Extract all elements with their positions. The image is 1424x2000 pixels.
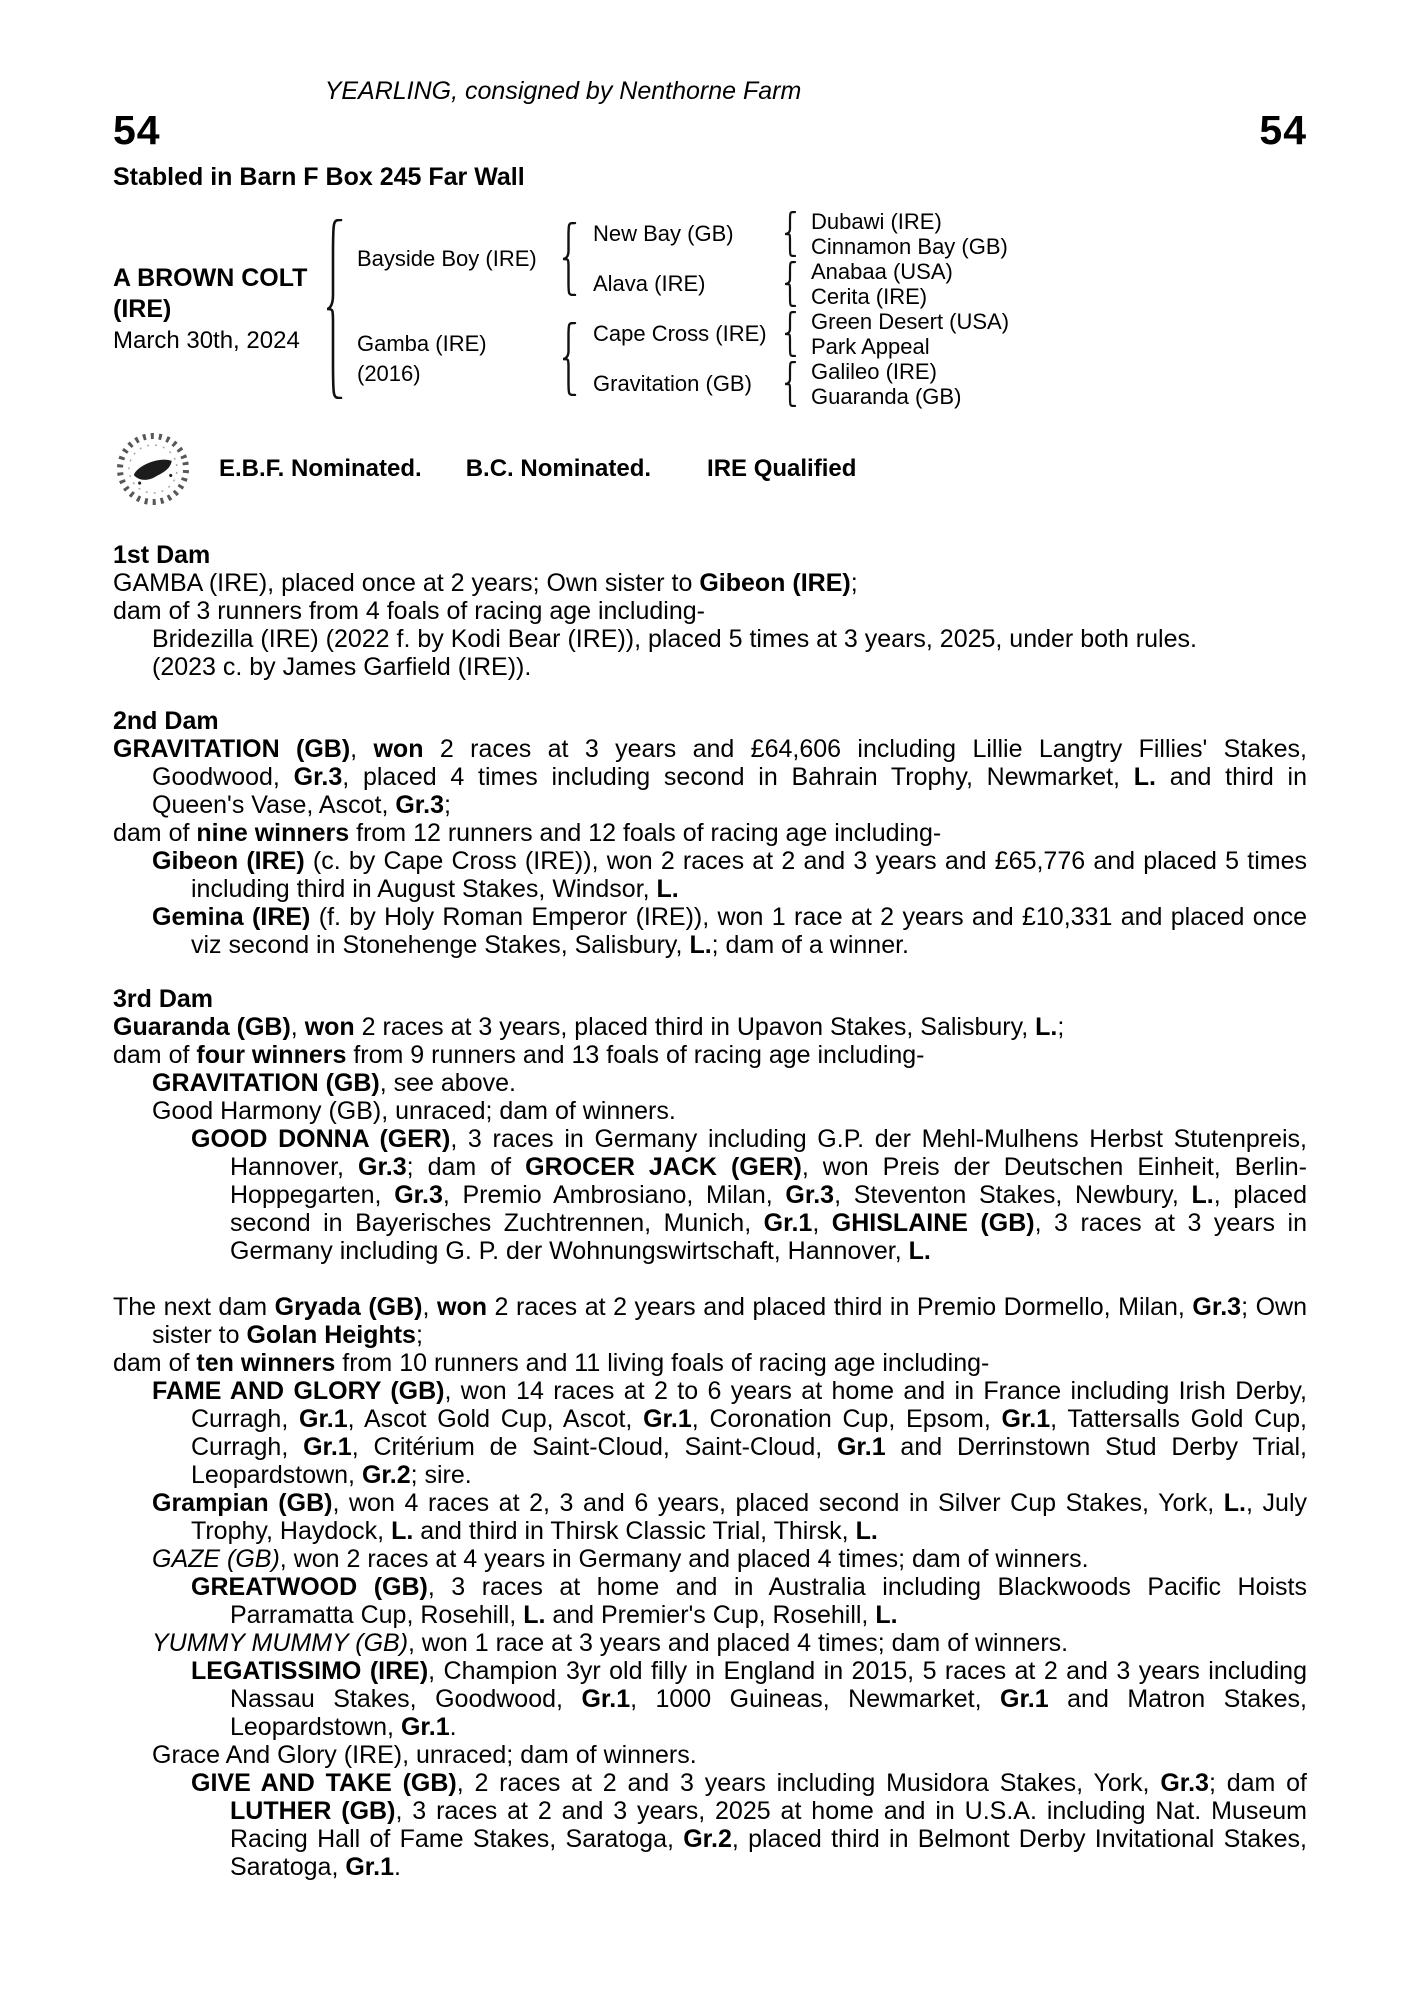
- bc-nominated-label: B.C. Nominated.: [465, 455, 652, 482]
- plain-text: ;: [850, 569, 858, 597]
- catalog-paragraph: [113, 1125, 1307, 1265]
- plain-text: ; dam of: [1208, 1769, 1307, 1797]
- plain-text: 2 races at 3 years, placed third in Upavon Stakes, Salisbury,: [354, 1013, 1036, 1041]
- brace-gen3-icon: [783, 309, 811, 359]
- bold-text: L.: [1223, 1489, 1246, 1517]
- bold-text: Gemina (IRE): [152, 903, 311, 931]
- gen3-name: Cerita (IRE): [811, 283, 928, 309]
- plain-text: Grace And Glory (IRE), unraced; dam of winners.: [152, 1741, 697, 1769]
- bold-text: Gr.3: [785, 1181, 835, 1209]
- bold-text: Grampian (GB): [152, 1489, 333, 1517]
- plain-text: from 10 runners and 11 living foals of racing age including-: [335, 1349, 990, 1377]
- bold-text: Gr.3: [293, 763, 343, 791]
- plain-text: , Steventon Stakes, Newbury,: [834, 1181, 1192, 1209]
- bold-text: GIVE AND TAKE (GB): [191, 1769, 457, 1797]
- bold-text: L.: [875, 1601, 898, 1629]
- bold-text: Guaranda (GB): [113, 1013, 291, 1041]
- catalog-paragraph: [113, 1377, 1307, 1489]
- catalog-paragraph: [113, 903, 1307, 959]
- plain-text: , 3 races at 3 years in Germany including G. P. der Wohnungswirtschaft, Hannover,: [230, 1209, 1307, 1265]
- plain-text: ;: [444, 791, 451, 819]
- plain-text: , 1000 Guineas, Newmarket,: [630, 1685, 1001, 1713]
- plain-text: and Derrinstown Stud Derby Trial, Leopardstown,: [191, 1433, 1307, 1489]
- catalog-paragraph: [113, 597, 1307, 625]
- dam-section-heading: 1st Dam: [113, 541, 211, 569]
- gen3-name: Anabaa (USA): [811, 258, 953, 284]
- plain-text: and third in Thirsk Classic Trial, Thirsk,: [413, 1517, 856, 1545]
- plain-text: , July Trophy, Haydock,: [191, 1489, 1307, 1545]
- italic-text: GAZE (GB): [152, 1545, 280, 1573]
- bold-text: Gibeon (IRE): [699, 569, 851, 597]
- plain-text: , 2 races at 2 and 3 years including Musidora Stakes, York,: [456, 1769, 1161, 1797]
- plain-text: from 9 runners and 13 foals of racing age including-: [346, 1041, 925, 1069]
- catalog-paragraph: [113, 1545, 1307, 1573]
- plain-text: ; Own sister to: [152, 1293, 1307, 1349]
- plain-text: and third in Queen's Vase, Ascot,: [152, 763, 1307, 819]
- plain-text: and Premier's Cup, Rosehill,: [545, 1601, 876, 1629]
- gen3-name: Dubawi (IRE): [811, 208, 942, 234]
- plain-text: 2 races at 3 years and £64,606 including Lillie Langtry Fillies' Stakes, Goodwood,: [152, 735, 1307, 791]
- gen3-name: Green Desert (USA): [811, 308, 1010, 334]
- plain-text: , placed second in Bayerisches Zuchtrennen, Munich,: [230, 1181, 1307, 1237]
- plain-text: .: [449, 1713, 457, 1741]
- bold-text: four winners: [196, 1041, 347, 1069]
- plain-text: , won 2 races at 4 years in Germany and placed 4 times; dam of winners.: [279, 1545, 1089, 1573]
- catalog-paragraph: [113, 569, 1307, 597]
- plain-text: The next dam: [113, 1293, 275, 1321]
- bold-text: Gr.1: [643, 1405, 692, 1433]
- bold-text: L.: [391, 1517, 414, 1545]
- lot-number-right: 54: [1259, 107, 1307, 153]
- ire-qualified-label: IRE Qualified: [707, 455, 857, 482]
- plain-text: ,: [422, 1293, 437, 1321]
- sire-name: Bayside Boy (IRE): [357, 246, 537, 271]
- plain-text: , Premio Ambrosiano, Milan,: [442, 1181, 786, 1209]
- plain-text: , Ascot Gold Cup, Ascot,: [347, 1405, 644, 1433]
- catalog-paragraph: [113, 1489, 1307, 1545]
- horse-name-line1: A BROWN COLT: [113, 263, 308, 292]
- plain-text: from 12 runners and 12 foals of racing age including-: [349, 819, 942, 847]
- plain-text: (c. by Cape Cross (IRE)), won 2 races at 2 and 3 years and £65,776 and placed 5 times including third in August Stakes, Windsor,: [191, 847, 1307, 903]
- bold-text: L.: [855, 1517, 878, 1545]
- catalog-paragraph: [113, 1741, 1307, 1769]
- bold-text: L.: [1133, 763, 1156, 791]
- plain-text: (2023 c. by James Garfield (IRE)).: [152, 653, 532, 681]
- bold-text: Gr.1: [345, 1853, 395, 1881]
- catalog-paragraph: [113, 1629, 1307, 1657]
- plain-text: , see above.: [379, 1069, 516, 1097]
- dam-section-heading: 2nd Dam: [113, 707, 219, 735]
- bold-text: Gr.2: [361, 1461, 411, 1489]
- catalog-body: [113, 541, 1307, 1881]
- catalog-paragraph: [113, 1069, 1307, 1097]
- plain-text: GAMBA (IRE), placed once at 2 years; Own sister to: [113, 569, 700, 597]
- pedigree-table: [113, 209, 1307, 409]
- plain-text: , 3 races at 2 and 3 years, 2025 at home and in U.S.A. including Nat. Museum Racing Hall of Fame Stakes, Saratoga,: [230, 1797, 1307, 1853]
- bold-text: L.: [1191, 1181, 1214, 1209]
- catalog-paragraph: [113, 847, 1307, 903]
- bold-text: GRAVITATION (GB): [152, 1069, 380, 1097]
- bold-text: L.: [656, 875, 679, 903]
- bold-text: GROCER JACK (GER): [525, 1153, 802, 1181]
- plain-text: , Tattersalls Gold Cup, Curragh,: [191, 1405, 1307, 1461]
- catalog-paragraph: [113, 1657, 1307, 1741]
- bold-text: Gr.2: [683, 1825, 732, 1853]
- gen3-name: Guaranda (GB): [811, 383, 962, 409]
- bold-text: Gr.3: [1192, 1293, 1242, 1321]
- dam-name-block: [357, 329, 561, 389]
- bold-text: Gr.1: [763, 1209, 813, 1237]
- brace-sire-parents-icon: [561, 209, 593, 309]
- brace-gen1-icon: [325, 209, 357, 409]
- plain-text: .: [394, 1853, 401, 1881]
- plain-text: , Critérium de Saint-Cloud, Saint-Cloud,: [351, 1433, 837, 1461]
- bold-text: Gr.1: [1001, 1405, 1051, 1433]
- bold-text: Golan Heights: [246, 1321, 416, 1349]
- horse-name-block: [113, 263, 325, 356]
- plain-text: ; sire.: [410, 1461, 472, 1489]
- bold-text: L.: [1035, 1013, 1058, 1041]
- brace-gen3-icon: [783, 209, 811, 259]
- italic-text: YUMMY MUMMY (GB): [152, 1629, 409, 1657]
- catalog-paragraph: [113, 1349, 1307, 1377]
- bold-text: GOOD DONNA (GER): [191, 1125, 451, 1153]
- catalog-paragraph: [113, 653, 1307, 681]
- brace-gen3-icon: [783, 259, 811, 309]
- bold-text: won: [437, 1293, 487, 1321]
- catalog-paragraph: [113, 1293, 1307, 1349]
- catalog-paragraph: [113, 1013, 1307, 1041]
- ebf-nominated-label: E.B.F. Nominated.: [219, 455, 422, 482]
- gen3-name: Park Appeal: [811, 333, 930, 359]
- plain-text: dam of 3 runners from 4 foals of racing age including-: [113, 597, 705, 625]
- bold-text: GHISLAINE (GB): [831, 1209, 1035, 1237]
- catalog-paragraph: [113, 1041, 1307, 1069]
- catalog-paragraph: [113, 625, 1307, 653]
- plain-text: , won 4 races at 2, 3 and 6 years, placed second in Silver Cup Stakes, York,: [332, 1489, 1224, 1517]
- nominations-row: [113, 423, 1307, 515]
- bold-text: won: [373, 735, 424, 763]
- bold-text: nine winners: [196, 819, 350, 847]
- catalog-paragraph: [113, 819, 1307, 847]
- brace-dam-parents-icon: [561, 309, 593, 409]
- plain-text: , won 14 races at 2 to 6 years at home and in France including Irish Derby, Curragh,: [191, 1377, 1307, 1433]
- plain-text: , won 1 race at 3 years and placed 4 times; dam of winners.: [408, 1629, 1069, 1657]
- catalog-paragraph: [113, 1097, 1307, 1125]
- plain-text: dam of: [113, 1041, 197, 1069]
- lot-number-left: 54: [113, 107, 161, 153]
- foal-date: March 30th, 2024: [113, 326, 300, 354]
- bold-text: Gr.1: [400, 1713, 450, 1741]
- plain-text: ; dam of a winner.: [711, 931, 909, 959]
- bold-text: Gr.1: [836, 1433, 886, 1461]
- catalog-paragraph: [113, 1573, 1307, 1629]
- bold-text: LUTHER (GB): [230, 1797, 396, 1825]
- horse-name-line2: (IRE): [113, 294, 172, 323]
- bold-text: Gr.1: [581, 1685, 631, 1713]
- gen2-name: New Bay (GB): [593, 221, 734, 246]
- stabled-line: Stabled in Barn F Box 245 Far Wall: [113, 163, 525, 191]
- catalog-paragraph: [113, 735, 1307, 819]
- plain-text: ; dam of: [406, 1153, 526, 1181]
- plain-text: and Matron Stakes, Leopardstown,: [230, 1685, 1307, 1741]
- plain-text: (f. by Holy Roman Emperor (IRE)), won 1 race at 2 years and £10,331 and placed once viz second in Stonehenge Stakes, Salisbury,: [191, 903, 1307, 959]
- bold-text: won: [304, 1013, 355, 1041]
- bold-text: Gr.3: [358, 1153, 407, 1181]
- gen3-name: Cinnamon Bay (GB): [811, 233, 1008, 259]
- catalog-paragraph: [113, 1769, 1307, 1881]
- gen2-name: Alava (IRE): [593, 271, 706, 296]
- plain-text: ,: [812, 1209, 832, 1237]
- plain-text: 2 races at 2 years and placed third in Premio Dormello, Milan,: [487, 1293, 1193, 1321]
- bold-text: Gr.3: [395, 791, 444, 819]
- dam-year: (2016): [357, 361, 421, 386]
- plain-text: , 3 races in Germany including G.P. der Mehl-Mulhens Herbst Stutenpreis, Hannover,: [230, 1125, 1307, 1181]
- bold-text: FAME AND GLORY (GB): [152, 1377, 445, 1405]
- breeders-stamp-icon: [113, 424, 193, 514]
- plain-text: dam of: [113, 1349, 197, 1377]
- bold-text: Gr.3: [1160, 1769, 1209, 1797]
- plain-text: ,: [290, 1013, 305, 1041]
- plain-text: ;: [415, 1321, 423, 1349]
- plain-text: , won Preis der Deutschen Einheit, Berlin-Hoppegarten,: [230, 1153, 1308, 1209]
- bold-text: LEGATISSIMO (IRE): [191, 1657, 429, 1685]
- plain-text: , Champion 3yr old filly in England in 2015, 5 races at 2 and 3 years including Nassau Stakes, Goodwood,: [230, 1657, 1307, 1713]
- plain-text: Good Harmony (GB), unraced; dam of winners.: [152, 1097, 676, 1125]
- lot-number-row: [113, 107, 1307, 153]
- plain-text: , 3 races at home and in Australia including Blackwoods Pacific Hoists Parramatta Cup, Rosehill,: [230, 1573, 1307, 1629]
- bold-text: GRAVITATION (GB): [113, 735, 351, 763]
- bold-text: L.: [523, 1601, 546, 1629]
- gen2-name: Gravitation (GB): [593, 371, 752, 396]
- gen2-name: Cape Cross (IRE): [593, 321, 767, 346]
- plain-text: , placed 4 times including second in Bahrain Trophy, Newmarket,: [342, 763, 1134, 791]
- plain-text: Bridezilla (IRE) (2022 f. by Kodi Bear (IRE)), placed 5 times at 3 years, 2025, under both rules.: [152, 625, 1197, 653]
- bold-text: ten winners: [196, 1349, 336, 1377]
- plain-text: ;: [1057, 1013, 1065, 1041]
- bold-text: Gr.1: [299, 1405, 348, 1433]
- bold-text: L.: [908, 1237, 931, 1265]
- bold-text: Gr.1: [303, 1433, 352, 1461]
- dam-section-heading: 3rd Dam: [113, 985, 214, 1013]
- bold-text: Gryada (GB): [274, 1293, 423, 1321]
- bold-text: GREATWOOD (GB): [191, 1573, 428, 1601]
- bold-text: Gr.3: [394, 1181, 443, 1209]
- bold-text: L.: [689, 931, 712, 959]
- brace-gen3-icon: [783, 359, 811, 409]
- bold-text: Gibeon (IRE): [152, 847, 305, 875]
- plain-text: , placed third in Belmont Derby Invitational Stakes, Saratoga,: [230, 1825, 1307, 1881]
- bold-text: Gr.1: [1000, 1685, 1049, 1713]
- gen3-name: Galileo (IRE): [811, 358, 937, 384]
- plain-text: dam of: [113, 819, 197, 847]
- dam-name: Gamba (IRE): [357, 331, 487, 356]
- plain-text: ,: [350, 735, 374, 763]
- consignor-line: YEARLING, consigned by Nenthorne Farm: [324, 77, 802, 105]
- plain-text: , Coronation Cup, Epsom,: [691, 1405, 1002, 1433]
